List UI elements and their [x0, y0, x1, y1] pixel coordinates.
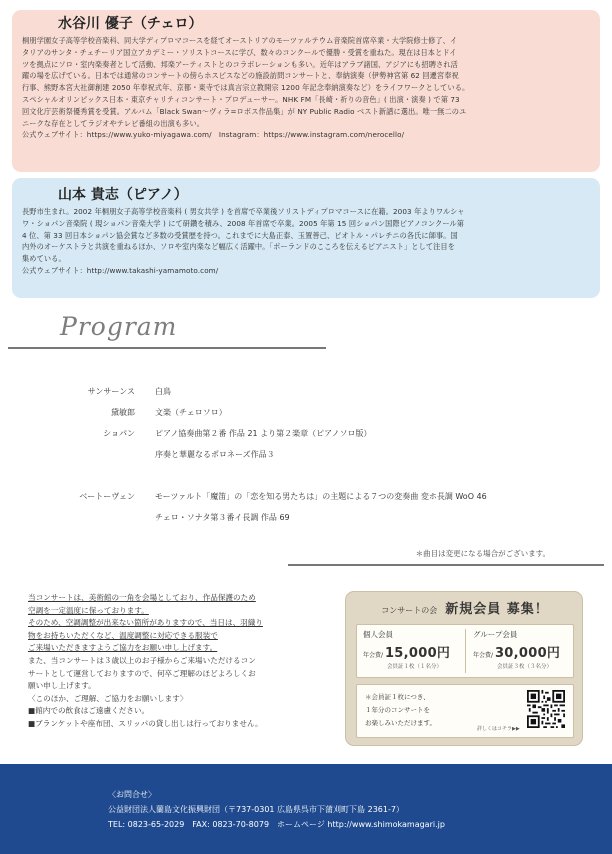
footer-organization: 公益財団法人蘭島文化振興財団（〒737-0301 広島県呉市下蒲刈町下島 2361-7） — [108, 805, 404, 814]
profile-card-mizuyagawa — [12, 10, 600, 172]
contact-footer — [0, 764, 612, 854]
plan-price — [363, 642, 467, 661]
notice-line: 物をお持ちいただくなど、温度調整に対応できる服装で — [28, 630, 218, 640]
profile-bio-line: 桐朋学園女子高等学校音楽科、同大学ディプロマコースを経てオーストリアのモーツァルテウム音楽院首席卒業・大学院修士修了、イ — [22, 36, 458, 45]
notice-line: 空調を一定温度に保っております。 — [28, 605, 149, 615]
program-title: Program — [60, 312, 178, 341]
qr-code-icon[interactable] — [527, 690, 565, 728]
program-work: ピアノ協奏曲第２番 作品 21 より第２楽章（ピアノソロ版） — [155, 429, 372, 438]
program-change-note: ＊曲目は変更になる場合がございます。 — [415, 549, 550, 558]
membership-box — [345, 591, 583, 746]
notice-line: 〈このほか、ご理解、ご協力をお願いします〉 — [28, 693, 188, 703]
profile-bio-line: 長野市生まれ。2002 年桐朋女子高等学校音楽科 ( 男女共学 ) を首席で卒業後ソリストディプロマコースに在籍。2003 年よりワルシャ — [22, 207, 465, 216]
plan-individual — [363, 629, 467, 670]
profile-bio-line: タリアのサンタ・チェチーリア国立アカデミー・ソリストコースに学び、数々のコンクールで優勝・受賞を重ねた。現在は日本とドイ — [22, 47, 457, 57]
membership-note-line: ＊会員証１枚につき、 — [365, 693, 430, 701]
membership-note-line: お楽しみいただけます。 — [365, 719, 436, 727]
details-link[interactable]: 詳しくはコチラ▶▶ — [477, 726, 520, 732]
notice-line: ご来場いただきますようご協力をお願い申し上げます。 — [28, 643, 218, 653]
notice-line: サートとして運営しておりますので、何卒ご理解のほどよろしくお — [28, 668, 256, 678]
notice-line: 当コンサートは、美術館の一角を会場としており、作品保護のため — [28, 593, 256, 602]
membership-info — [356, 684, 574, 738]
profile-bio-line: 内外のオーケストラと共演を重ねるほか、ソロや室内楽など幅広く活躍中。「ポーランドのこころを伝えるピアニスト」として注目を — [22, 242, 456, 252]
program-work: 序奏と華麗なるポロネーズ作品３ — [155, 450, 275, 459]
profile-bio-line: 躍の場を広げている。日本では通常のコンサートの傍らホスピスなどの施設訪問コンサートと、奉納演奏（伊勢神宮第 62 回遷宮奉祝 — [22, 71, 459, 81]
program-composer: ショパン — [103, 429, 135, 438]
fee-label: 年会費/ — [363, 652, 384, 659]
plan-sub: 会員証１枚（１名分） — [387, 664, 443, 670]
section-divider — [288, 564, 604, 566]
plan-sub: 会員証３枚（３名分） — [497, 664, 553, 670]
notice-line: ■ブランケットや座布団、スリッパの貸し出しは行っておりません。 — [28, 718, 263, 728]
fee-label: 年会費/ — [473, 652, 494, 659]
fee-amount: 15,000円 — [384, 646, 451, 661]
footer-contact[interactable]: TEL: 0823-65-2029 FAX: 0823-70-8079 ホームページ http://www.shimokamagari.jp — [108, 820, 445, 829]
profile-bio-line: 回文化庁芸術祭優秀賞を受賞。アルバム「Black Swan〜ヴィラ=ロボス作品集」が NY Public Radio ベスト新譜に選出。唯一無二のユ — [22, 106, 467, 116]
profile-name: 水谷川 優子（チェロ） — [58, 16, 203, 32]
profile-bio-line: スペシャルオリンピックス日本・東京チャリティコンサート・プロデューサー。NHK FM「長崎・祈りの音色」( 出演・演奏 ) で第 73 — [22, 94, 460, 104]
profile-bio-line: ツを拠点にソロ・室内楽奏者として活動、邦楽アーティストとのコラボレーションも多い。近年はアラブ諸国、アジアにも招聘され活 — [22, 59, 458, 69]
profile-bio-line: 集めている。 — [22, 254, 66, 264]
membership-plans — [356, 624, 574, 678]
program-composer: ベートーヴェン — [79, 492, 135, 501]
notice-line: 願い申し上げます。 — [28, 681, 96, 691]
profile-name: 山本 貴志（ピアノ） — [58, 187, 188, 203]
plan-label: グループ会員 — [473, 630, 518, 639]
program-work: チェロ・ソナタ第３番イ長調 作品 69 — [155, 513, 290, 522]
program-composer: サンサーンス — [87, 387, 135, 396]
profile-bio-line: ワ・ショパン音楽院 ( 現ショパン音楽大学 ) にて研鑽を積み、2008 年首席で卒業。2005 年第 15 回ショパン国際ピアノコンクール第 — [22, 218, 465, 228]
program-composer: 黛敏郎 — [111, 408, 135, 417]
plan-group — [473, 629, 577, 670]
program-work: 文楽（チェロソロ） — [155, 408, 227, 417]
membership-club: コンサートの会 — [381, 606, 438, 615]
notice-line: また、当コンサートは３歳以上のお子様からご来場いただけるコン — [28, 655, 256, 665]
membership-headline: 新規会員 募集！ — [445, 602, 549, 617]
profile-bio-line: 行事、熊野本宮大社御創建 2050 年奉祝式年、京都・東寺では真言宗立教開宗 1200 年記念奉納演奏など）をライフワークとしている。 — [22, 83, 470, 93]
program-work: モーツァルト「魔笛」の「恋を知る男たちは」の主題による７つの変奏曲 変ホ長調 WoO 46 — [155, 492, 487, 501]
program-divider — [8, 347, 326, 349]
profile-website[interactable]: 公式ウェブサイト：http://www.takashi-yamamoto.com/ — [22, 265, 219, 275]
plan-label: 個人会員 — [363, 630, 393, 639]
profile-website[interactable]: 公式ウェブサイト：https://www.yuko-miyagawa.com/ Instagram：https://www.instagram.com/nerocello/ — [22, 130, 405, 140]
plan-price — [473, 642, 577, 661]
membership-note-line: １年分のコンサートを — [365, 706, 430, 714]
membership-header — [346, 598, 584, 617]
footer-heading: 〈お問合せ〉 — [108, 790, 156, 799]
fee-amount: 30,000円 — [494, 646, 561, 661]
profile-card-yamamoto — [12, 178, 600, 298]
venue-notice — [28, 592, 338, 731]
notice-line: そのため、空調調整が出来ない箇所がありますので、当日は、羽織り — [28, 618, 263, 628]
profile-bio-line: 4 位、第 33 回日本ショパン協会賞など多数の受賞歴を持つ。これまでに大島正泰、玉置善己、ピオトル・パレチニの各氏に師事。国 — [22, 230, 458, 240]
plan-divider — [465, 629, 466, 673]
program-work: 白鳥 — [155, 387, 171, 396]
membership-note — [365, 691, 436, 730]
notice-line: ■館内での飲食はご遠慮ください。 — [28, 706, 150, 716]
profile-bio-line: ニークな存在としてラジオやテレビ番組の出演も多い。 — [22, 118, 205, 128]
